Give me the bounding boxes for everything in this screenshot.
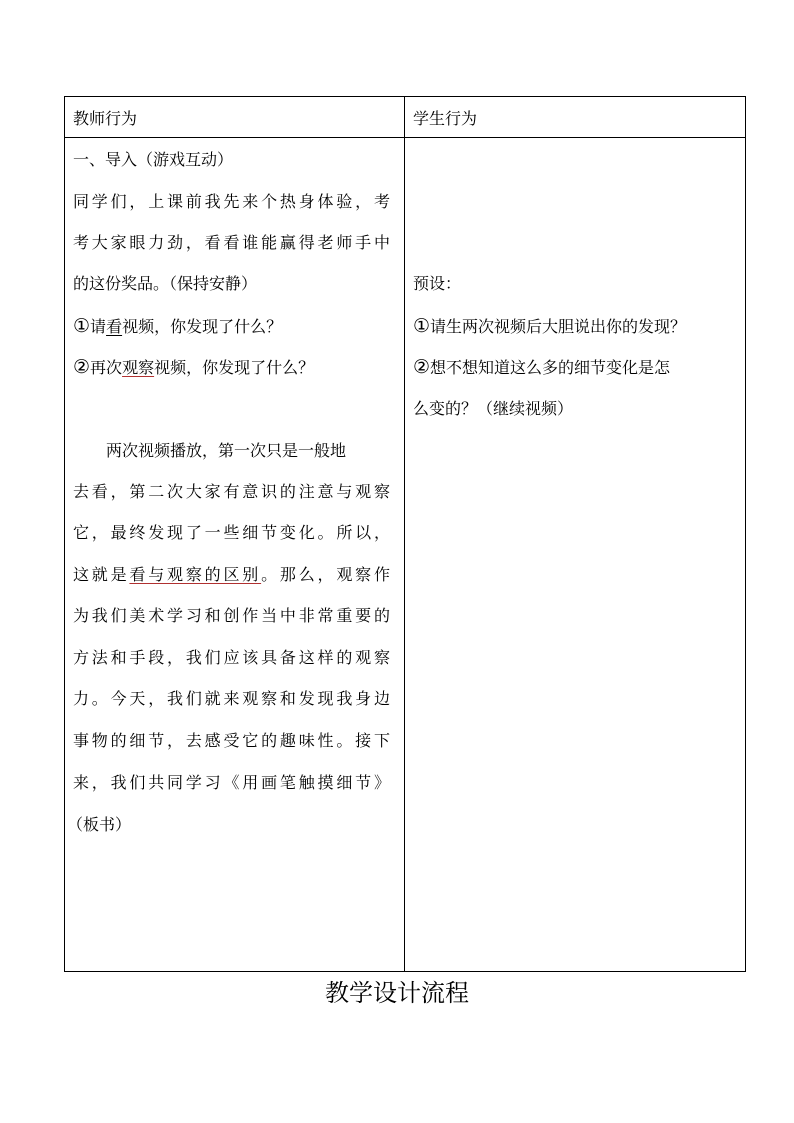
intro-line-3: 的这份奖品。（保持安静） bbox=[73, 274, 258, 293]
question-2-post: 视频，你发现了什么？ bbox=[154, 358, 315, 377]
teacher-column-header: 教师行为 bbox=[73, 108, 138, 128]
teacher-behavior-cell bbox=[65, 138, 405, 972]
table-header-row bbox=[65, 97, 746, 138]
question-1-pre: 请 bbox=[90, 317, 107, 336]
question-2-pre: 再次 bbox=[90, 358, 123, 377]
question-2 bbox=[73, 357, 314, 378]
paragraph-line-4-underlined: 看与观察的区别 bbox=[129, 565, 262, 584]
student-behavior-cell bbox=[405, 138, 746, 972]
preset-item-1 bbox=[413, 316, 686, 337]
paragraph-line-6: 方法和手段，我们应该具备这样的观察 bbox=[73, 648, 390, 667]
preset-item-2 bbox=[413, 357, 670, 378]
paragraph-line-1: 两次视频播放，第一次只是一般地 bbox=[106, 441, 347, 460]
preset-item-1-number: ① bbox=[413, 315, 431, 337]
teacher-cell-content bbox=[65, 138, 404, 971]
student-column-header: 学生行为 bbox=[413, 108, 478, 128]
intro-line-2: 考大家眼力劲，看看谁能赢得老师手中 bbox=[73, 233, 390, 252]
paragraph-line-2: 去看，第二次大家有意识的注意与观察 bbox=[73, 482, 390, 501]
intro-line-1: 同学们，上课前我先来个热身体验，考 bbox=[73, 192, 390, 211]
paragraph-line-7: 力。今天，我们就来观察和发现我身边 bbox=[73, 689, 390, 708]
paragraph-line-4-post: 。那么，观察作 bbox=[261, 565, 390, 584]
lesson-table bbox=[64, 96, 746, 972]
preset-item-1-text: 请生两次视频后大胆说出你的发现？ bbox=[430, 317, 687, 336]
paragraph-line-10: （板书） bbox=[67, 815, 132, 834]
question-1-post: 视频，你发现了什么？ bbox=[122, 317, 283, 336]
question-2-underlined: 观察 bbox=[122, 358, 155, 377]
student-header-cell bbox=[405, 97, 746, 138]
student-cell-content bbox=[405, 138, 745, 971]
paragraph-line-5: 为我们美术学习和创作当中非常重要的 bbox=[73, 606, 390, 625]
paragraph-line-8: 事物的细节，去感受它的趣味性。接下 bbox=[73, 731, 390, 750]
section-title: 一、导入（游戏互动） bbox=[73, 150, 234, 169]
paragraph-line-4-pre: 这就是 bbox=[73, 565, 130, 584]
teacher-header-cell bbox=[65, 97, 405, 138]
question-1-underlined: 看 bbox=[106, 317, 123, 336]
preset-item-2-text: 想不想知道这么多的细节变化是怎 bbox=[430, 358, 671, 377]
paragraph-line-4 bbox=[73, 565, 390, 585]
question-1 bbox=[73, 316, 282, 337]
paragraph-line-3: 它，最终发现了一些细节变化。所以， bbox=[73, 523, 390, 542]
question-2-number: ② bbox=[73, 356, 91, 378]
question-1-number: ① bbox=[73, 315, 91, 337]
page-caption: 教学设计流程 bbox=[325, 979, 469, 1007]
table-body-row bbox=[65, 138, 746, 972]
paragraph-line-9: 来，我们共同学习《用画笔触摸细节》 bbox=[73, 773, 390, 792]
preset-label: 预设： bbox=[413, 274, 462, 293]
preset-item-2-continued: 么变的？（继续视频） bbox=[413, 399, 574, 418]
preset-item-2-number: ② bbox=[413, 356, 431, 378]
